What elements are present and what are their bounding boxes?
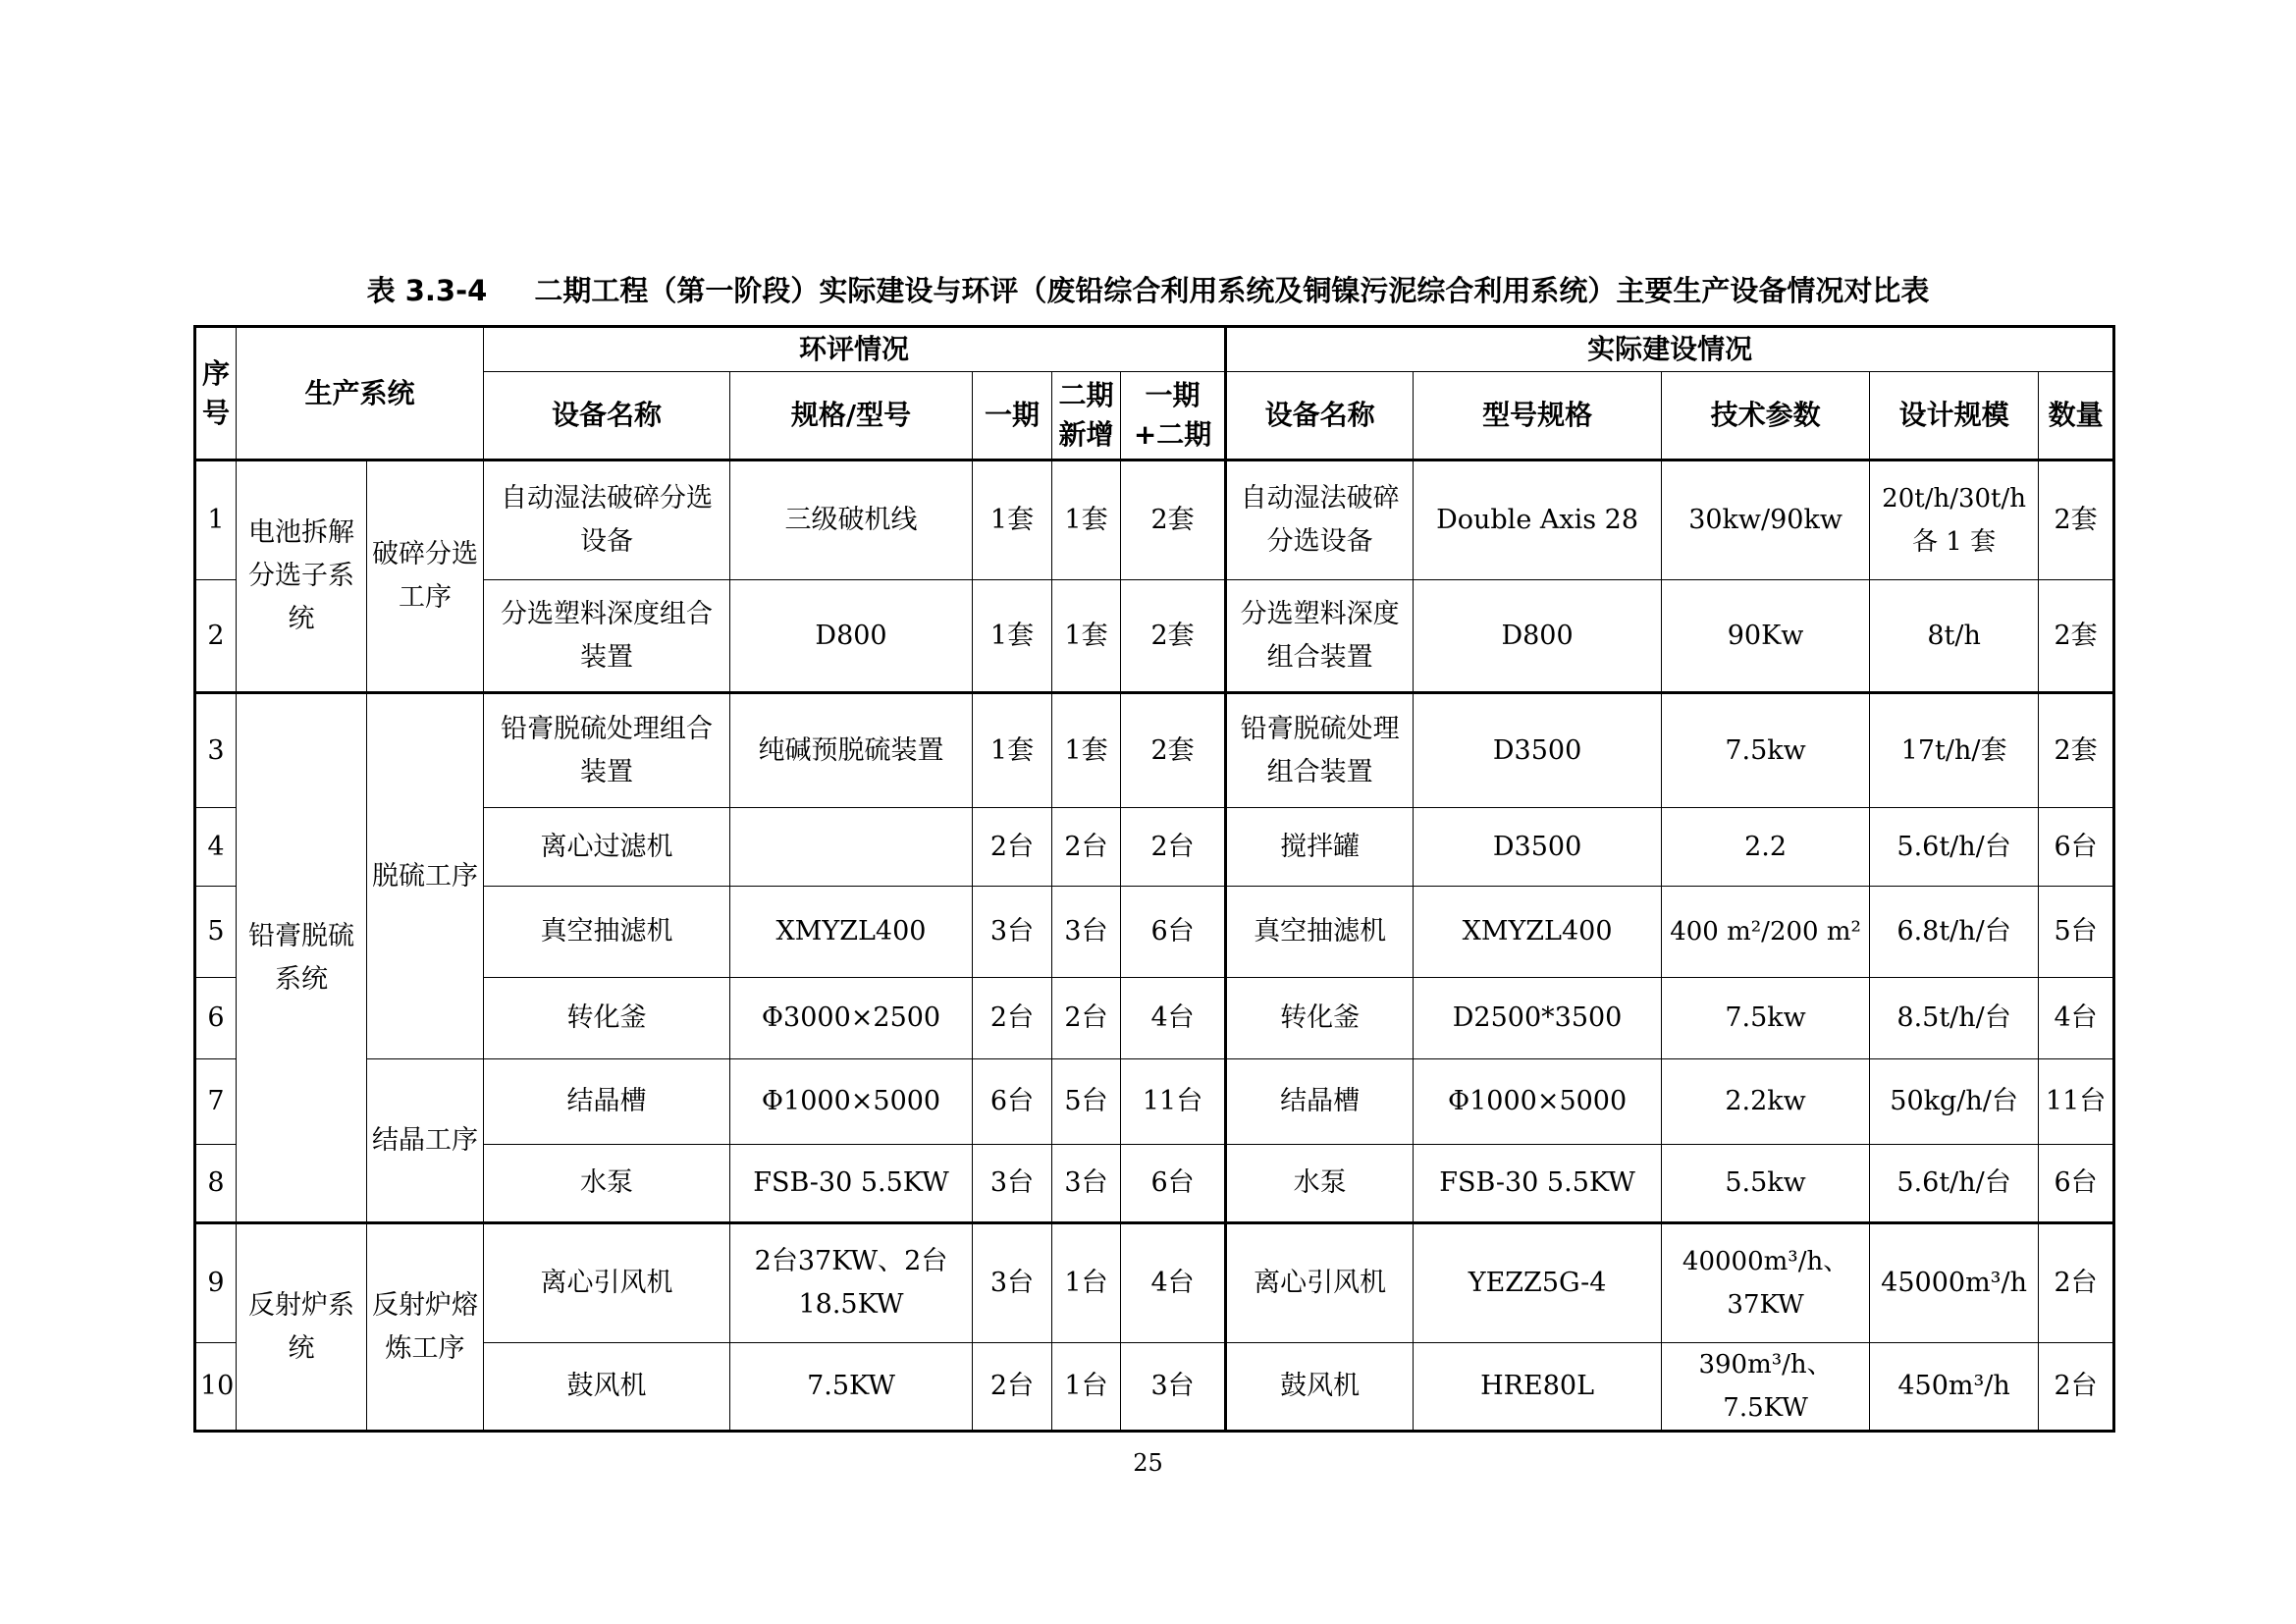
- header-eia-phase2: 二期新增: [1052, 372, 1121, 460]
- row-no: 10: [195, 1343, 237, 1432]
- actual-model: FSB-30 5.5KW: [1414, 1145, 1662, 1223]
- header-eia-spec: 规格/型号: [730, 372, 973, 460]
- eia-name: 鼓风机: [484, 1343, 730, 1432]
- eia-phase1: 1套: [973, 693, 1052, 808]
- actual-param: 7.5kw: [1662, 693, 1870, 808]
- row-no: 2: [195, 580, 237, 693]
- eia-spec: XMYZL400: [730, 887, 973, 978]
- eia-total: 6台: [1121, 1145, 1226, 1223]
- actual-scale: 450m³/h: [1870, 1343, 2039, 1432]
- actual-param: 400 m²/200 m²: [1662, 887, 1870, 978]
- actual-model: Φ1000×5000: [1414, 1059, 1662, 1145]
- row-no: 8: [195, 1145, 237, 1223]
- eia-total: 4台: [1121, 1223, 1226, 1343]
- actual-model: XMYZL400: [1414, 887, 1662, 978]
- process-cell: 结晶工序: [367, 1059, 484, 1223]
- table-row: [195, 1343, 2114, 1432]
- eia-spec: 纯碱预脱硫装置: [730, 693, 973, 808]
- actual-param: 30kw/90kw: [1662, 460, 1870, 580]
- actual-param: 2.2: [1662, 808, 1870, 887]
- table-number: 表 3.3-4: [366, 274, 488, 307]
- table-row: [195, 1223, 2114, 1343]
- actual-param: 7.5kw: [1662, 978, 1870, 1059]
- system-cell: 铅膏脱硫系统: [237, 693, 367, 1223]
- header-actual-model: 型号规格: [1414, 372, 1662, 460]
- table-row: [195, 1145, 2114, 1223]
- table-row: [195, 808, 2114, 887]
- eia-phase2: 2台: [1052, 808, 1121, 887]
- eia-total: 11台: [1121, 1059, 1226, 1145]
- header-actual-name: 设备名称: [1226, 372, 1414, 460]
- eia-phase2: 3台: [1052, 1145, 1121, 1223]
- header-actual-group: 实际建设情况: [1226, 327, 2114, 372]
- eia-name: 转化釜: [484, 978, 730, 1059]
- actual-scale: 20t/h/30t/h 各 1 套: [1870, 460, 2039, 580]
- actual-model: D3500: [1414, 693, 1662, 808]
- header-eia-name: 设备名称: [484, 372, 730, 460]
- actual-name: 真空抽滤机: [1226, 887, 1414, 978]
- actual-model: D3500: [1414, 808, 1662, 887]
- actual-qty: 2套: [2039, 693, 2114, 808]
- actual-param: 2.2kw: [1662, 1059, 1870, 1145]
- actual-name: 水泵: [1226, 1145, 1414, 1223]
- actual-scale: 8t/h: [1870, 580, 2039, 693]
- eia-phase2: 2台: [1052, 978, 1121, 1059]
- eia-name: 真空抽滤机: [484, 887, 730, 978]
- equipment-comparison-table: [193, 325, 2115, 1433]
- actual-name: 铅膏脱硫处理组合装置: [1226, 693, 1414, 808]
- row-no: 9: [195, 1223, 237, 1343]
- eia-total: 2套: [1121, 460, 1226, 580]
- actual-qty: 2台: [2039, 1223, 2114, 1343]
- table-caption: 二期工程（第一阶段）实际建设与环评（废铅综合利用系统及铜镍污泥综合利用系统）主要生产设备情况对比表: [534, 274, 1930, 307]
- row-no: 6: [195, 978, 237, 1059]
- eia-phase2: 1台: [1052, 1223, 1121, 1343]
- eia-name: 分选塑料深度组合装置: [484, 580, 730, 693]
- actual-model: HRE80L: [1414, 1343, 1662, 1432]
- eia-total: 6台: [1121, 887, 1226, 978]
- eia-phase1: 3台: [973, 887, 1052, 978]
- eia-total: 2套: [1121, 580, 1226, 693]
- actual-model: D2500*3500: [1414, 978, 1662, 1059]
- eia-spec: 2台37KW、2台18.5KW: [730, 1223, 973, 1343]
- actual-model: D800: [1414, 580, 1662, 693]
- actual-name: 分选塑料深度组合装置: [1226, 580, 1414, 693]
- eia-phase1: 1套: [973, 580, 1052, 693]
- eia-phase2: 3台: [1052, 887, 1121, 978]
- table-row: [195, 460, 2114, 580]
- actual-qty: 6台: [2039, 808, 2114, 887]
- eia-spec: 7.5KW: [730, 1343, 973, 1432]
- actual-qty: 2台: [2039, 1343, 2114, 1432]
- actual-scale: 17t/h/套: [1870, 693, 2039, 808]
- table-title: [0, 269, 2296, 309]
- row-no: 5: [195, 887, 237, 978]
- eia-name: 水泵: [484, 1145, 730, 1223]
- eia-phase1: 1套: [973, 460, 1052, 580]
- eia-phase1: 3台: [973, 1223, 1052, 1343]
- actual-model: YEZZ5G-4: [1414, 1223, 1662, 1343]
- row-no: 3: [195, 693, 237, 808]
- actual-param: 5.5kw: [1662, 1145, 1870, 1223]
- eia-spec: Φ3000×2500: [730, 978, 973, 1059]
- eia-phase1: 2台: [973, 1343, 1052, 1432]
- system-cell: 反射炉系统: [237, 1223, 367, 1432]
- eia-total: 2套: [1121, 693, 1226, 808]
- eia-phase2: 1套: [1052, 580, 1121, 693]
- actual-scale: 6.8t/h/台: [1870, 887, 2039, 978]
- eia-phase2: 1套: [1052, 460, 1121, 580]
- eia-phase2: 1台: [1052, 1343, 1121, 1432]
- eia-phase1: 6台: [973, 1059, 1052, 1145]
- actual-scale: 45000m³/h: [1870, 1223, 2039, 1343]
- eia-spec: Φ1000×5000: [730, 1059, 973, 1145]
- header-eia-phase1: 一期: [973, 372, 1052, 460]
- eia-spec: [730, 808, 973, 887]
- actual-qty: 11台: [2039, 1059, 2114, 1145]
- actual-scale: 5.6t/h/台: [1870, 1145, 2039, 1223]
- eia-phase1: 3台: [973, 1145, 1052, 1223]
- actual-param: 390m³/h、7.5KW: [1662, 1343, 1870, 1432]
- system-cell: 电池拆解分选子系统: [237, 460, 367, 693]
- actual-qty: 6台: [2039, 1145, 2114, 1223]
- table-row: [195, 887, 2114, 978]
- page-number: 25: [1133, 1449, 1163, 1477]
- actual-model: Double Axis 28: [1414, 460, 1662, 580]
- actual-name: 鼓风机: [1226, 1343, 1414, 1432]
- eia-name: 离心过滤机: [484, 808, 730, 887]
- row-no: 4: [195, 808, 237, 887]
- process-cell: 反射炉熔炼工序: [367, 1223, 484, 1432]
- actual-name: 自动湿法破碎分选设备: [1226, 460, 1414, 580]
- actual-qty: 4台: [2039, 978, 2114, 1059]
- header-eia-total: 一期+二期: [1121, 372, 1226, 460]
- eia-phase1: 2台: [973, 978, 1052, 1059]
- eia-name: 结晶槽: [484, 1059, 730, 1145]
- eia-phase2: 5台: [1052, 1059, 1121, 1145]
- actual-name: 结晶槽: [1226, 1059, 1414, 1145]
- actual-qty: 2套: [2039, 580, 2114, 693]
- process-cell: 脱硫工序: [367, 693, 484, 1059]
- header-system: 生产系统: [237, 327, 484, 460]
- actual-qty: 2套: [2039, 460, 2114, 580]
- row-no: 1: [195, 460, 237, 580]
- header-actual-scale: 设计规模: [1870, 372, 2039, 460]
- eia-name: 铅膏脱硫处理组合装置: [484, 693, 730, 808]
- eia-spec: D800: [730, 580, 973, 693]
- eia-name: 自动湿法破碎分选设备: [484, 460, 730, 580]
- table-row: [195, 1059, 2114, 1145]
- actual-param: 90Kw: [1662, 580, 1870, 693]
- eia-phase1: 2台: [973, 808, 1052, 887]
- actual-name: 离心引风机: [1226, 1223, 1414, 1343]
- actual-name: 转化釜: [1226, 978, 1414, 1059]
- eia-phase2: 1套: [1052, 693, 1121, 808]
- actual-param: 40000m³/h、37KW: [1662, 1223, 1870, 1343]
- eia-name: 离心引风机: [484, 1223, 730, 1343]
- actual-name: 搅拌罐: [1226, 808, 1414, 887]
- actual-qty: 5台: [2039, 887, 2114, 978]
- eia-spec: FSB-30 5.5KW: [730, 1145, 973, 1223]
- header-actual-param: 技术参数: [1662, 372, 1870, 460]
- actual-scale: 50kg/h/台: [1870, 1059, 2039, 1145]
- eia-total: 4台: [1121, 978, 1226, 1059]
- table-row: [195, 978, 2114, 1059]
- process-cell: 破碎分选 工序: [367, 460, 484, 693]
- table-row: [195, 580, 2114, 693]
- eia-total: 2台: [1121, 808, 1226, 887]
- header-actual-qty: 数量: [2039, 372, 2114, 460]
- actual-scale: 5.6t/h/台: [1870, 808, 2039, 887]
- eia-total: 3台: [1121, 1343, 1226, 1432]
- table-row: [195, 693, 2114, 808]
- header-seq: 序号: [195, 327, 237, 460]
- eia-spec: 三级破机线: [730, 460, 973, 580]
- header-eia-group: 环评情况: [484, 327, 1226, 372]
- actual-scale: 8.5t/h/台: [1870, 978, 2039, 1059]
- row-no: 7: [195, 1059, 237, 1145]
